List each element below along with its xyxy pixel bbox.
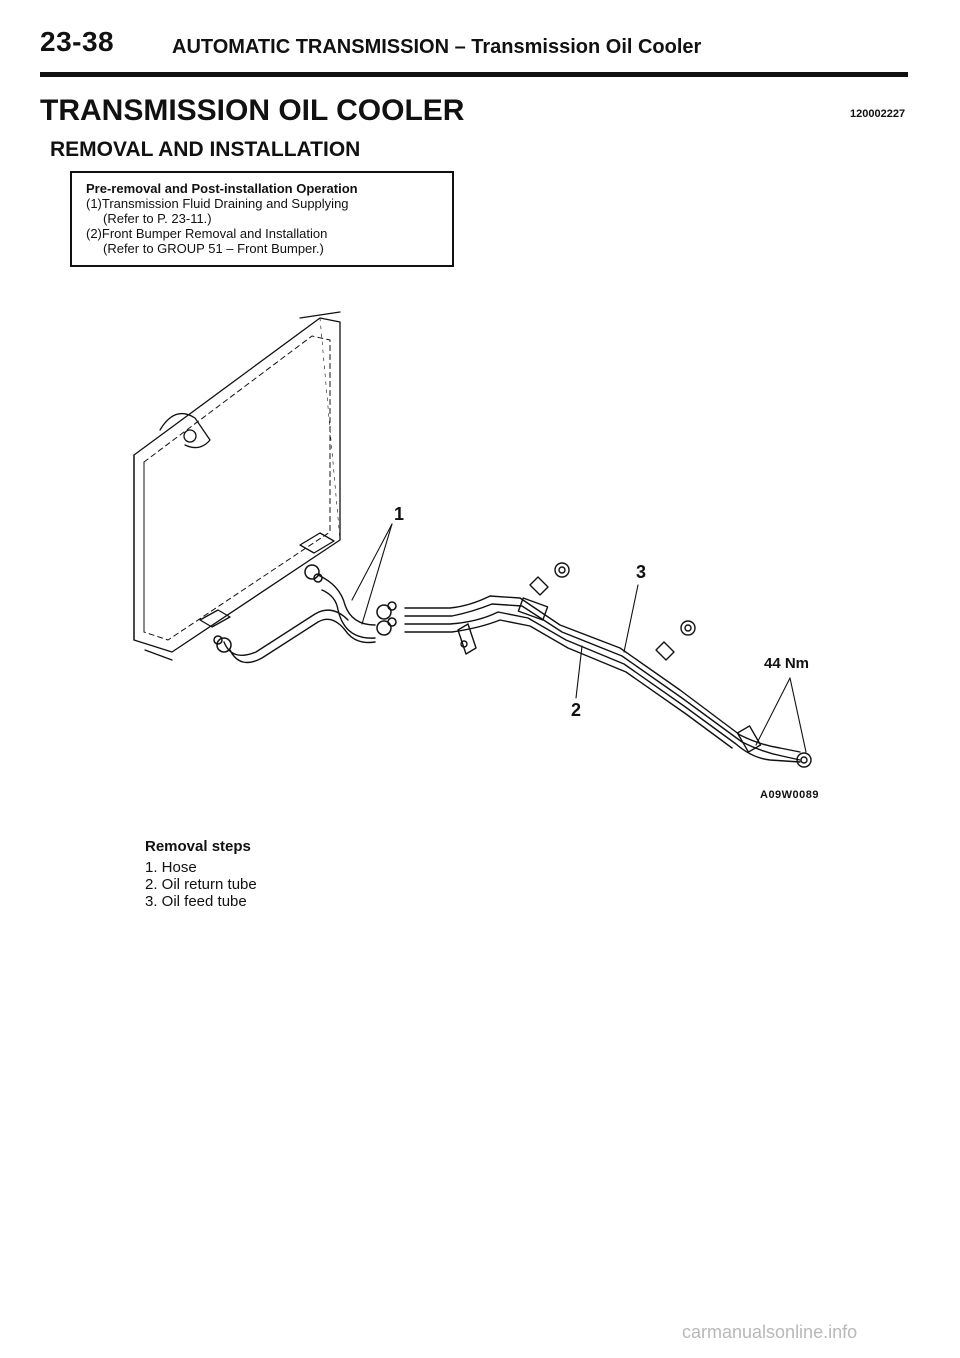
hose	[224, 575, 375, 663]
callout-2: 2	[571, 700, 582, 720]
pre-removal-title: Pre-removal and Post-installation Operation	[86, 181, 358, 196]
oil-cooler-illustration	[0, 290, 960, 810]
removal-steps	[145, 838, 257, 910]
callout-1: 1	[394, 504, 405, 524]
radiator-core	[134, 312, 340, 660]
callout-3: 3	[636, 562, 647, 582]
header-rule	[40, 72, 908, 77]
running-title: AUTOMATIC TRANSMISSION – Transmission Oil Cooler	[172, 36, 702, 58]
pre-removal-line: (Refer to GROUP 51 – Front Bumper.)	[103, 241, 324, 256]
page-number: 23-38	[40, 26, 115, 57]
removal-steps-title: Removal steps	[145, 838, 251, 855]
section-title: TRANSMISSION OIL COOLER	[40, 94, 465, 127]
pre-removal-box	[70, 171, 454, 267]
removal-step: 2. Oil return tube	[145, 876, 257, 893]
torque-spec: 44 Nm	[764, 655, 810, 672]
removal-step: 3. Oil feed tube	[145, 893, 247, 910]
pre-removal-line: (1)Transmission Fluid Draining and Supplying	[86, 196, 349, 211]
figure-code: A09W0089	[760, 789, 820, 801]
pre-removal-line: (2)Front Bumper Removal and Installation	[86, 226, 328, 241]
watermark: carmanualsonline.info	[682, 1322, 858, 1342]
pre-removal-line: (Refer to P. 23-11.)	[103, 211, 212, 226]
section-code: 120002227	[850, 108, 906, 120]
oil-tubes	[405, 596, 800, 762]
hose-clamp	[214, 565, 396, 652]
removal-step: 1. Hose	[145, 859, 197, 876]
section-subtitle: REMOVAL AND INSTALLATION	[50, 138, 361, 161]
